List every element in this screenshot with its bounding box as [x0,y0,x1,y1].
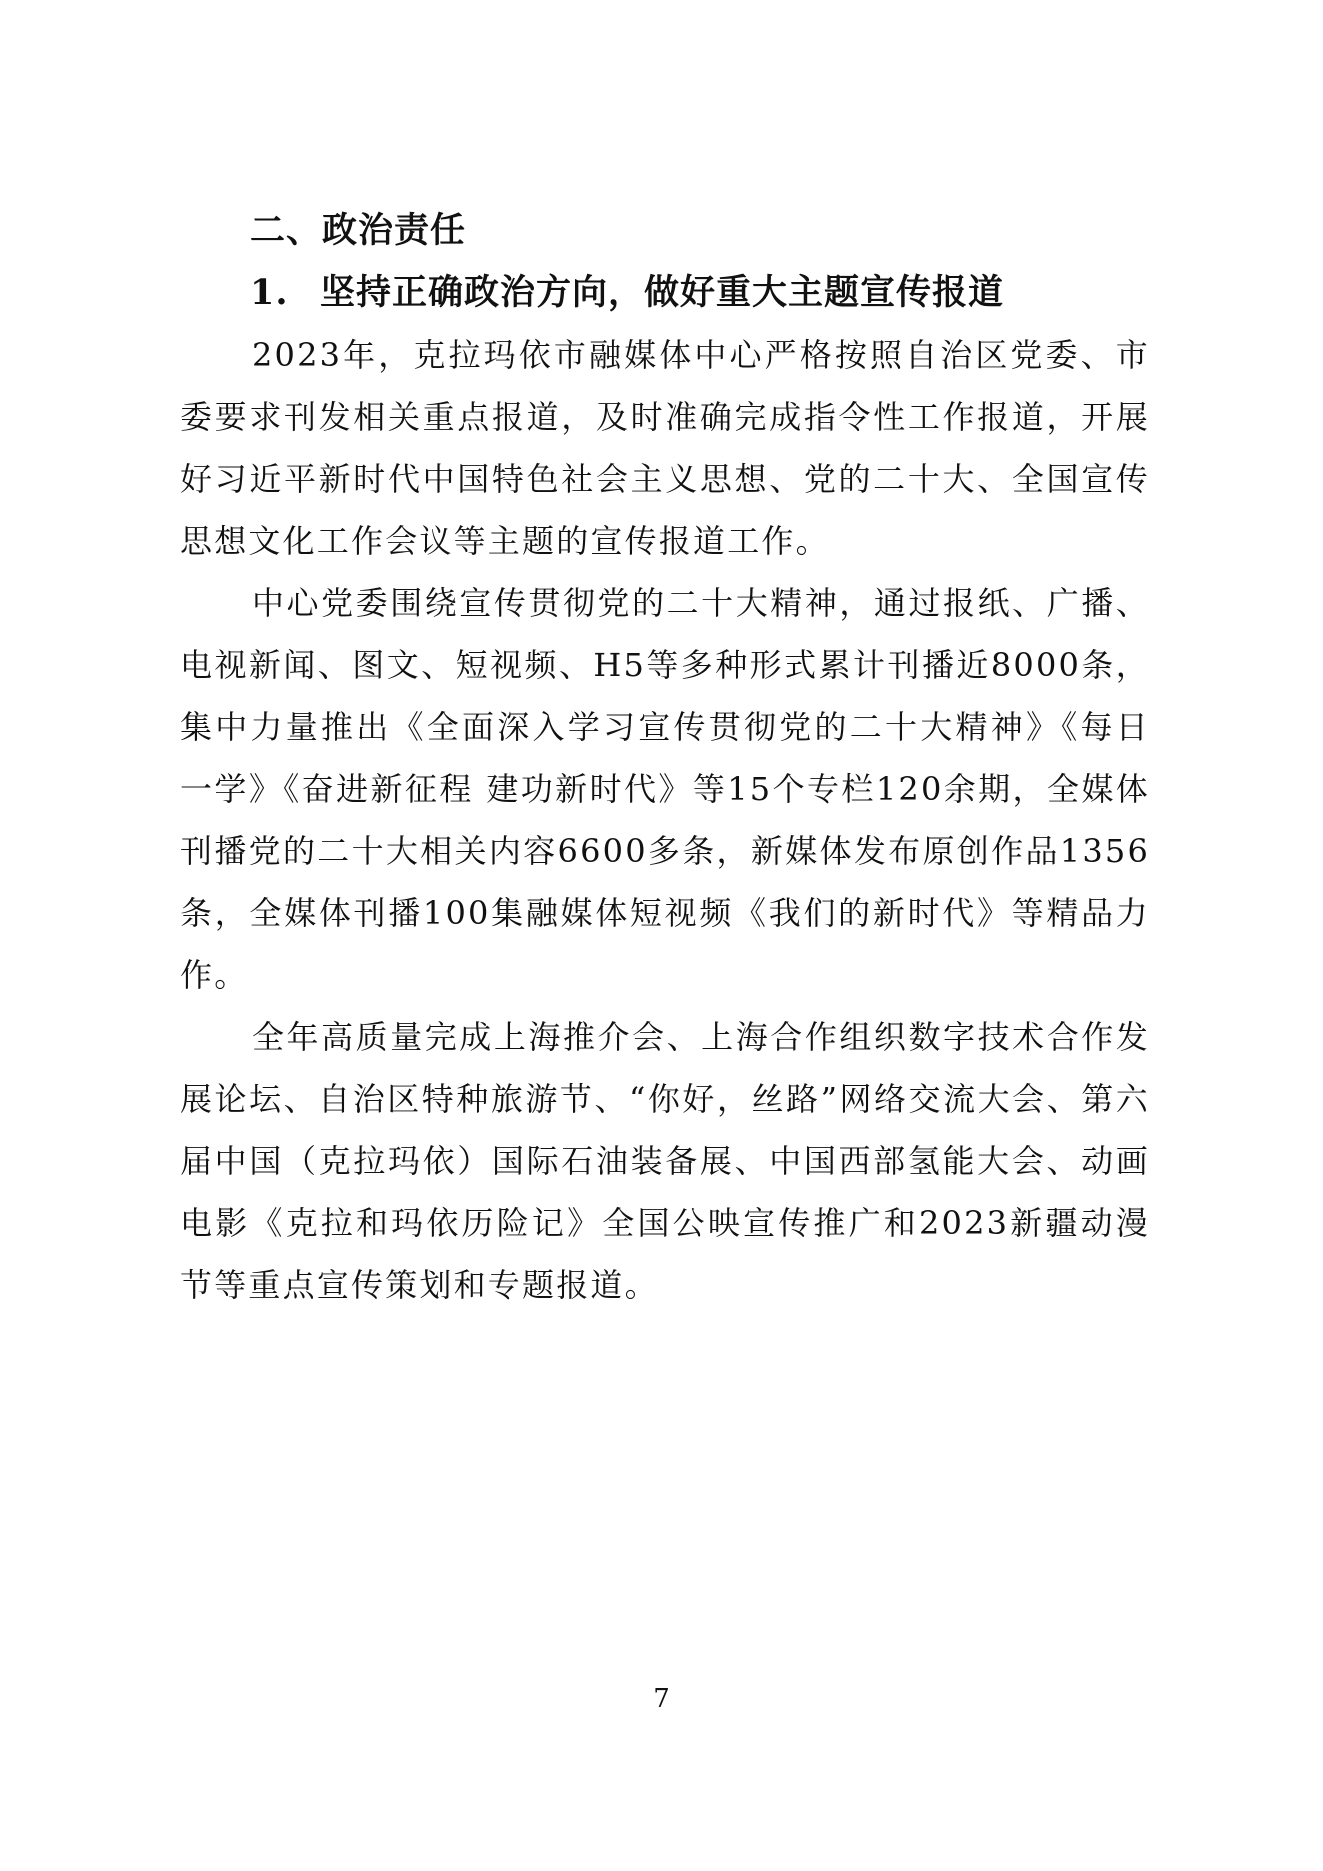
paragraph-twentieth-congress-coverage: 中心党委围绕宣传贯彻党的二十大精神，通过报纸、广播、电视新闻、图文、短视频、H5等多种形式累计刊播近8000条，集中力量推出《全面深入学习宣传贯彻党的二十大精神》《每日一学》《奋进新征程 建功新时代》等15个专栏120余期，全媒体刊播党的二十大相关内容6600多条，新媒体发布原创作品1356条，全媒体刊播100集融媒体短视频《我们的新时代》等精品力作。 [180,584,1150,994]
paragraph-annual-overview: 2023年，克拉玛依市融媒体中心严格按照自治区党委、市委要求刊发相关重点报道，及时准确完成指令性工作报道，开展好习近平新时代中国特色社会主义思想、党的二十大、全国宣传思想文化工作会议等主题的宣传报道工作。 [180,336,1150,560]
document-body [180,200,1150,1316]
subsection-heading [180,262,1150,324]
subsection-number: 1. [250,272,289,313]
subsection-title: 坚持正确政治方向，做好重大主题宣传报道 [320,273,1005,313]
section-heading: 二、政治责任 [250,211,467,251]
page-number: 7 [653,1684,670,1714]
paragraph-key-event-reporting: 全年高质量完成上海推介会、上海合作组织数字技术合作发展论坛、自治区特种旅游节、“你好，丝路”网络交流大会、第六届中国（克拉玛依）国际石油装备展、中国西部氢能大会、动画电影《克拉和玛依历险记》全国公映宣传推广和2023新疆动漫节等重点宣传策划和专题报道。 [180,1018,1150,1304]
